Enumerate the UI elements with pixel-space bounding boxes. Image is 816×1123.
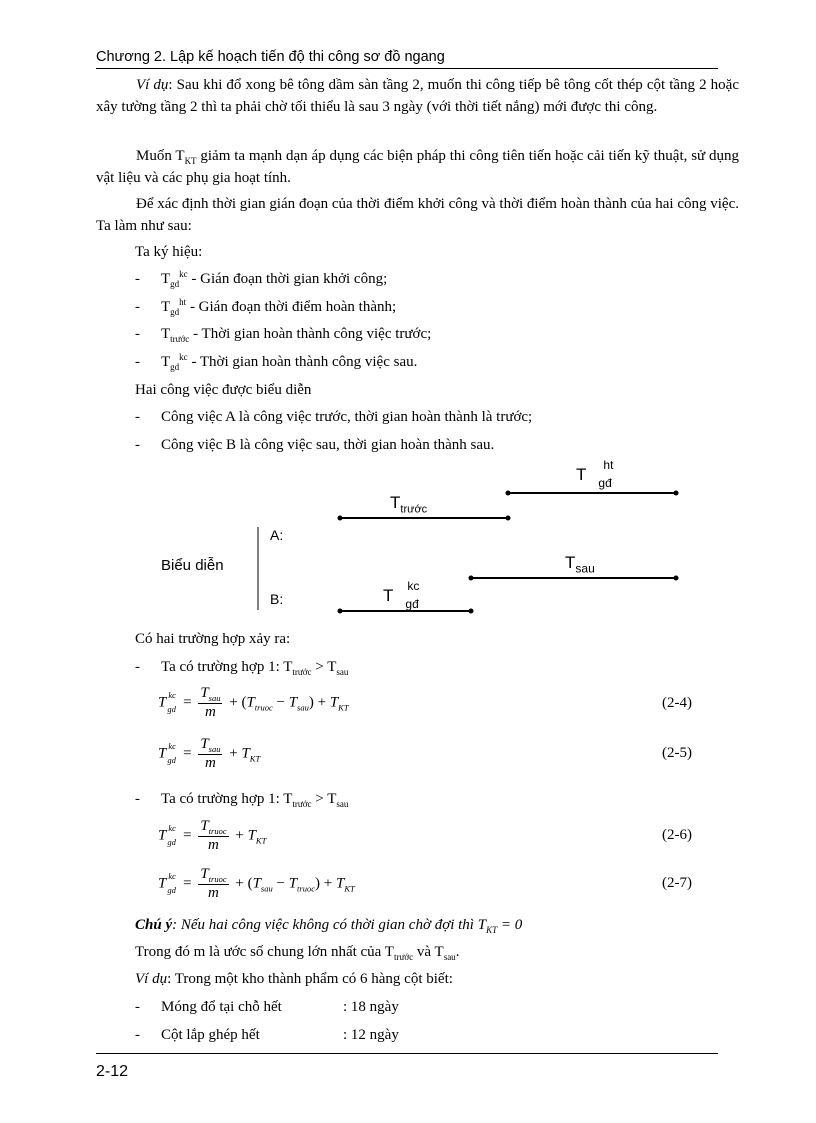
- formula-2-6: T kc gd = $\frac{T_{truoc}}{m}$ + $T_{KT}$: [158, 818, 267, 853]
- notation-title: Ta ký hiệu:: [135, 244, 203, 260]
- case-label: Ta có trường hợp 1: $T_{trước} > T_{sau}$: [161, 791, 349, 809]
- formula-2-7: T kc gd = $\frac{T_{truoc}}{m}$ + $(T_{sau} - T_{truoc}) + T_{KT}$: [158, 866, 355, 901]
- example-item-label: Móng đổ tại chỗ hết: [161, 999, 282, 1015]
- case-label: Ta có trường hợp 1: $T_{trước} > T_{sau}$: [161, 659, 349, 677]
- notation-item: $T_{gd}^{kc}$ - Thời gian hoàn thành công việc sau.: [161, 352, 418, 372]
- page-number: 2-12: [96, 1063, 129, 1080]
- example2: Ví dụ: Trong một kho thành phẩm có 6 hàng cột biết:: [135, 971, 453, 987]
- label-t-kc: T kc gđ: [383, 579, 420, 611]
- equation-number: (2-7): [662, 875, 692, 891]
- page-header: Chương 2. Lập kế hoạch tiến độ thi công sơ đồ ngang: [96, 49, 445, 65]
- formula-2-4: T kc gd = $\frac{T_{sau}}{m}$ + $(T_{truoc} - T_{sau}) + T_{KT}$: [158, 685, 349, 720]
- label-t-sau: $T_{sau}$: [565, 553, 595, 576]
- row-a-label: A:: [270, 527, 284, 543]
- label-t-truoc: $T_{trước}$: [390, 493, 428, 516]
- example-item-value: : 18 ngày: [343, 999, 399, 1015]
- equation-number: (2-4): [662, 695, 692, 711]
- example-lead: Ví dụ: [136, 77, 169, 93]
- footer-rule: [96, 1053, 718, 1054]
- equation-number: (2-6): [662, 827, 692, 843]
- note: Chú ý: Nếu hai công việc không có thời gian chờ đợi thì $T_{KT} = 0$: [135, 917, 523, 935]
- example-item-label: Cột lắp ghép hết: [161, 1027, 260, 1043]
- cases-intro: Có hai trường hợp xảy ra:: [135, 631, 291, 647]
- gcd-line: Trong đó m là ước số chung lớn nhất của $T_{trước}$ và $T_{sau}$.: [135, 944, 460, 962]
- notation-item: $T_{gd}^{ht}$ - Gián đoạn thời điểm hoàn thành;: [161, 297, 397, 317]
- notation-item: $T_{trước}$ - Thời gian hoàn thành công việc trước;: [161, 326, 432, 344]
- row-b-label: B:: [270, 591, 284, 607]
- represent-title: Hai công việc được biểu diễn: [135, 382, 312, 398]
- equation-number: (2-5): [662, 745, 692, 761]
- formula-2-5: T kc gd = $\frac{T_{sau}}{m}$ + $T_{KT}$: [158, 736, 261, 771]
- represent-item: Công việc A là công việc trước, thời gian hoàn thành là trước;: [161, 409, 533, 425]
- notation-item: $T_{gd}^{kc}$ - Gián đoạn thời gian khởi công;: [161, 269, 388, 289]
- label-t-ht: T ht gđ: [576, 458, 614, 490]
- method-paragraph: Để xác định thời gian gián đoạn của thời điểm khởi công và thời điểm hoàn thành của hai công việc. Ta làm như sau:: [96, 196, 739, 234]
- diagram-label: Biểu diễn: [161, 557, 224, 574]
- tkt-paragraph: Muốn $T_{KT}$ giảm ta mạnh dạn áp dụng các biện pháp thi công tiên tiến hoặc cải tiến kỹ thuật, sử dụng vật liệu và các phụ gia hoạt tính.: [96, 148, 739, 186]
- example-text: : Sau khi đổ xong bê tông dầm sàn tầng 2, muốn thi công tiếp bê tông cốt thép cột tầng 2 hoặc xây tường tầng 2 thì ta phải chờ tối thiểu là sau 3 ngày (với thời tiết nắng) mới được thi công.: [96, 77, 739, 115]
- represent-item: Công việc B là công việc sau, thời gian hoàn thành sau.: [161, 437, 495, 453]
- example-item-value: : 12 ngày: [343, 1027, 399, 1043]
